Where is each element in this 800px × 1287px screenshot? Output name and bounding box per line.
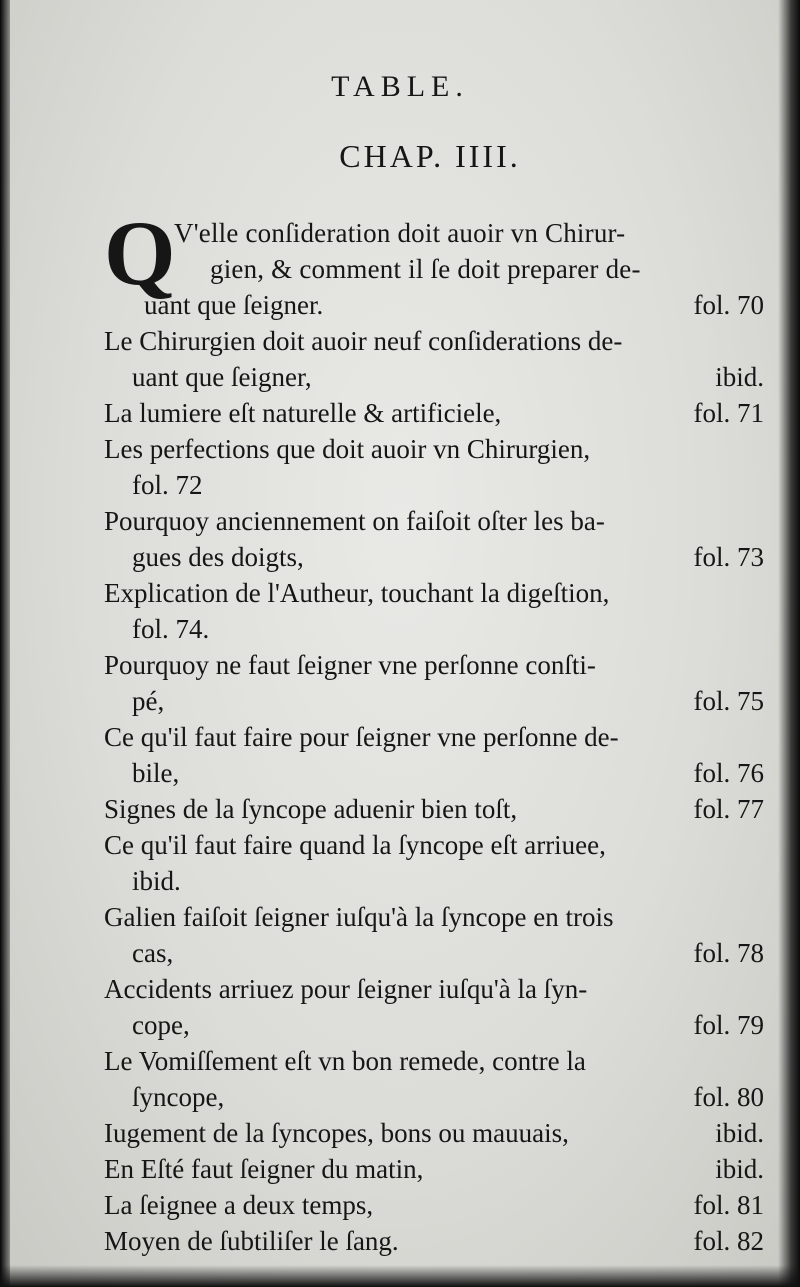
toc-entry [104, 1187, 764, 1223]
toc-entry-text: cope, [132, 1010, 190, 1040]
toc-entry [104, 431, 764, 503]
toc-entry [104, 647, 764, 719]
toc-entry-text: gien, & comment il ſe doit preparer de- [210, 254, 641, 284]
toc-entry-line [104, 899, 764, 935]
toc-entry-text: Les perfections que doit auoir vn Chirurgien, [104, 434, 591, 464]
toc-entry-line [104, 1043, 764, 1079]
toc-entry-line [104, 971, 764, 1007]
toc-entry-line [104, 1079, 764, 1115]
toc-entry-line [104, 575, 764, 611]
toc-entry-text: bile, [132, 758, 180, 788]
toc-entry-line [104, 1223, 764, 1259]
toc-entry-text: cas, [132, 938, 174, 968]
folio-reference: ibid. [715, 362, 764, 392]
toc-entry-line [104, 431, 764, 467]
folio-reference: ibid. [715, 1154, 764, 1184]
toc-entry [104, 1223, 764, 1259]
folio-reference: fol. 77 [693, 794, 764, 824]
folio-reference: fol. 75 [693, 686, 764, 716]
toc-entry-line [104, 683, 764, 719]
toc-entry [104, 1043, 764, 1115]
toc-entry [104, 1115, 764, 1151]
toc-entry-text: Galien faiſoit ſeigner iuſqu'à la ſyncope en trois [104, 902, 614, 932]
toc-entry [104, 899, 764, 971]
toc-entry [104, 827, 764, 899]
folio-reference: fol. 73 [693, 542, 764, 572]
toc-entry-text: uant que ſeigner, [132, 362, 312, 392]
toc-entry-line [104, 827, 764, 863]
toc-entry-line [104, 791, 764, 827]
toc-entry-text: gues des doigts, [132, 542, 304, 572]
toc-entry-text: Le Vomiſſement eſt vn bon remede, contre la [104, 1046, 586, 1076]
toc-entry-text: Le Chirurgien doit auoir neuf conſiderations de- [104, 326, 623, 356]
toc-entry-text: Signes de la ſyncope aduenir bien toſt, [104, 794, 518, 824]
drop-cap: Q [104, 202, 176, 304]
folio-reference: fol. 81 [693, 1190, 764, 1220]
toc-entry-line [104, 251, 764, 287]
toc-entry-text: pé, [132, 686, 165, 716]
toc-entry-line [104, 755, 764, 791]
toc-entry-text: Ce qu'il faut faire quand la ſyncope eſt arriuee, [104, 830, 606, 860]
toc-entry-text: fol. 74. [132, 614, 210, 644]
toc-entry-text: La ſeignee a deux temps, [104, 1190, 374, 1220]
toc-entry-text: Iugement de la ſyncopes, bons ou mauuais, [104, 1118, 569, 1148]
toc-entry-line [104, 1115, 764, 1151]
toc-entry-text: Moyen de ſubtiliſer le ſang. [104, 1226, 399, 1256]
page-bottom-edge-shadow [0, 1265, 800, 1287]
toc-entry-line [104, 395, 764, 431]
toc-entry-line [104, 215, 764, 251]
toc-entry-line [104, 719, 764, 755]
toc-entry-line [104, 1007, 764, 1043]
toc-entry-line [104, 1187, 764, 1223]
table-of-contents [104, 202, 764, 1259]
toc-entry-line [104, 323, 764, 359]
toc-entry-text: La lumiere eſt naturelle & artificiele, [104, 398, 502, 428]
toc-entry-line [104, 647, 764, 683]
toc-entry-line [104, 467, 764, 503]
toc-entry [104, 791, 764, 827]
folio-reference: fol. 79 [693, 1010, 764, 1040]
folio-reference: fol. 80 [693, 1082, 764, 1112]
toc-entry-text: ibid. [132, 866, 181, 896]
toc-entry-text: Pourquoy ne faut ſeigner vne perſonne conſti- [104, 650, 596, 680]
toc-entry [104, 971, 764, 1043]
toc-entry [104, 575, 764, 647]
toc-entry [104, 719, 764, 791]
toc-entry [104, 503, 764, 575]
toc-entry [104, 1151, 764, 1187]
toc-entry-text: Pourquoy anciennement on faiſoit oſter les ba- [104, 506, 605, 536]
page-right-edge-shadow [778, 0, 800, 1287]
toc-entry-line [104, 359, 764, 395]
toc-entry-text: ſyncope, [132, 1082, 225, 1112]
folio-reference: fol. 71 [693, 398, 764, 428]
toc-entry-line [104, 503, 764, 539]
toc-entry [104, 202, 764, 323]
folio-reference: fol. 82 [693, 1226, 764, 1256]
toc-entry-line [104, 611, 764, 647]
toc-entry-line [104, 863, 764, 899]
toc-entry [104, 323, 764, 395]
folio-reference: fol. 78 [693, 938, 764, 968]
toc-entry-list [104, 323, 764, 1259]
toc-entry-line [104, 539, 764, 575]
toc-entry-text: Ce qu'il faut faire pour ſeigner vne perſonne de- [104, 722, 619, 752]
chapter-heading: CHAP. IIII. [339, 138, 521, 174]
toc-entry-line [104, 935, 764, 971]
toc-entry-line [104, 1151, 764, 1187]
page-left-edge-shadow [0, 0, 10, 1287]
toc-entry [104, 395, 764, 431]
toc-entry-text: uant que ſeigner. [144, 290, 324, 320]
toc-entry-line [104, 287, 764, 323]
folio-reference: ibid. [715, 1118, 764, 1148]
running-head: TABLE. [331, 70, 469, 103]
folio-reference: fol. 70 [693, 290, 764, 320]
toc-entry-text: Explication de l'Autheur, touchant la digeſtion, [104, 578, 610, 608]
folio-reference: fol. 76 [693, 758, 764, 788]
toc-entry-text: V'elle conſideration doit auoir vn Chirur- [174, 218, 626, 248]
toc-entry-text: Accidents arriuez pour ſeigner iuſqu'à la ſyn- [104, 974, 588, 1004]
toc-entry-text: fol. 72 [132, 470, 203, 500]
toc-entry-text: En Eſté faut ſeigner du matin, [104, 1154, 424, 1184]
